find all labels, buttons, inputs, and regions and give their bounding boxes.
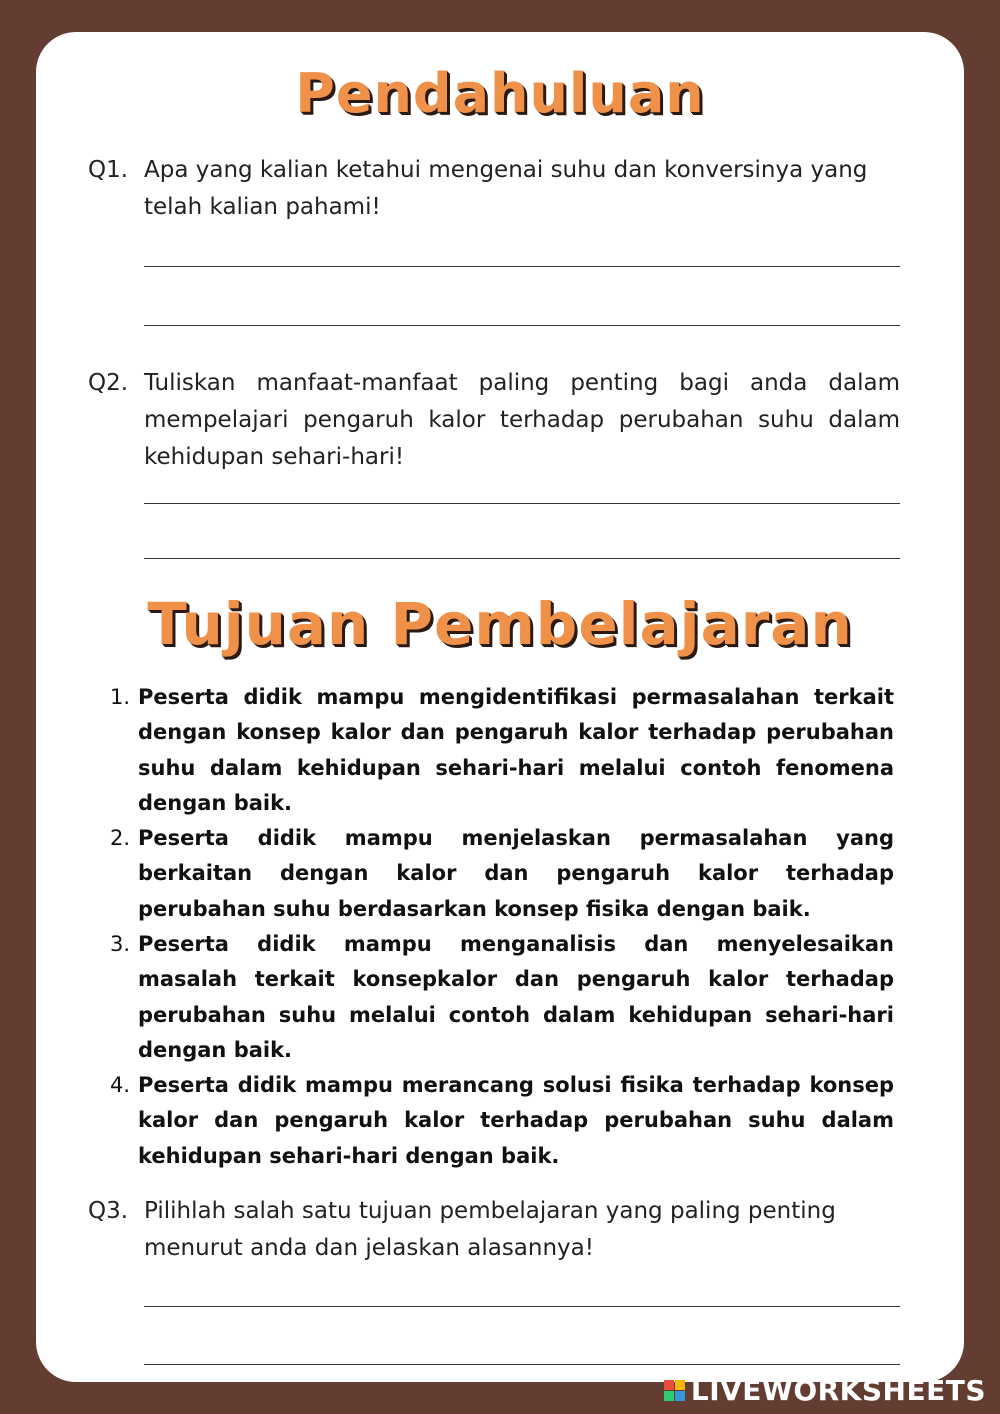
question-text: Apa yang kalian ketahui mengenai suhu dan konversinya yang telah kalian pahami! [144, 157, 868, 220]
answer-line-q1-2[interactable] [144, 325, 900, 326]
answer-line-q1-1[interactable] [144, 266, 900, 267]
question-1 [88, 152, 900, 226]
objective-item-1 [110, 680, 894, 821]
question-text: Pilihlah salah satu tujuan pembelajaran yang paling penting menurut anda dan jelaskan alasannya! [144, 1198, 836, 1261]
liveworksheets-watermark[interactable] [664, 1374, 986, 1407]
objective-text: Peserta didik mampu mengidentifikasi permasalahan terkait dengan konsep kalor dan pengaruh kalor terhadap perubahan suhu dalam kehidupan sehari-hari melalui contoh fenomena dengan baik. [138, 685, 894, 815]
question-number: Q3. [88, 1198, 129, 1224]
question-2 [88, 365, 900, 476]
question-text: Tuliskan manfaat-manfaat paling penting bagi anda dalam mempelajari pengaruh kalor terhadap perubahan suhu dalam kehidupan sehari-hari! [144, 370, 900, 470]
objective-number: 4. [110, 1073, 131, 1097]
section-title-tujuan-pembelajaran: Tujuan Pembelajaran [147, 590, 853, 658]
objective-number: 3. [110, 932, 131, 956]
answer-line-q3-2[interactable] [144, 1364, 900, 1365]
answer-line-q3-1[interactable] [144, 1306, 900, 1307]
objective-item-3 [110, 927, 894, 1068]
question-number: Q1. [88, 157, 129, 183]
question-3 [88, 1193, 900, 1267]
answer-line-q2-1[interactable] [144, 503, 900, 504]
objective-text: Peserta didik mampu menganalisis dan menyelesaikan masalah terkait konsepkalor dan pengaruh kalor terhadap perubahan suhu melalui contoh dalam kehidupan sehari-hari dengan baik. [138, 932, 894, 1062]
objective-text: Peserta didik mampu menjelaskan permasalahan yang berkaitan dengan kalor dan pengaruh kalor terhadap perubahan suhu berdasarkan konsep fisika dengan baik. [138, 826, 894, 921]
watermark-text: LIVEWORKSHEETS [690, 1374, 986, 1407]
section-title-pendahuluan: Pendahuluan [295, 62, 705, 125]
answer-line-q2-2[interactable] [144, 558, 900, 559]
objective-number: 1. [110, 685, 131, 709]
objective-number: 2. [110, 826, 131, 850]
liveworksheets-logo-icon [664, 1380, 685, 1401]
objective-text: Peserta didik mampu merancang solusi fisika terhadap konsep kalor dan pengaruh kalor terhadap perubahan suhu dalam kehidupan sehari-hari dengan baik. [138, 1073, 894, 1168]
objective-item-4 [110, 1068, 894, 1174]
question-number: Q2. [88, 370, 129, 396]
objective-item-2 [110, 821, 894, 927]
